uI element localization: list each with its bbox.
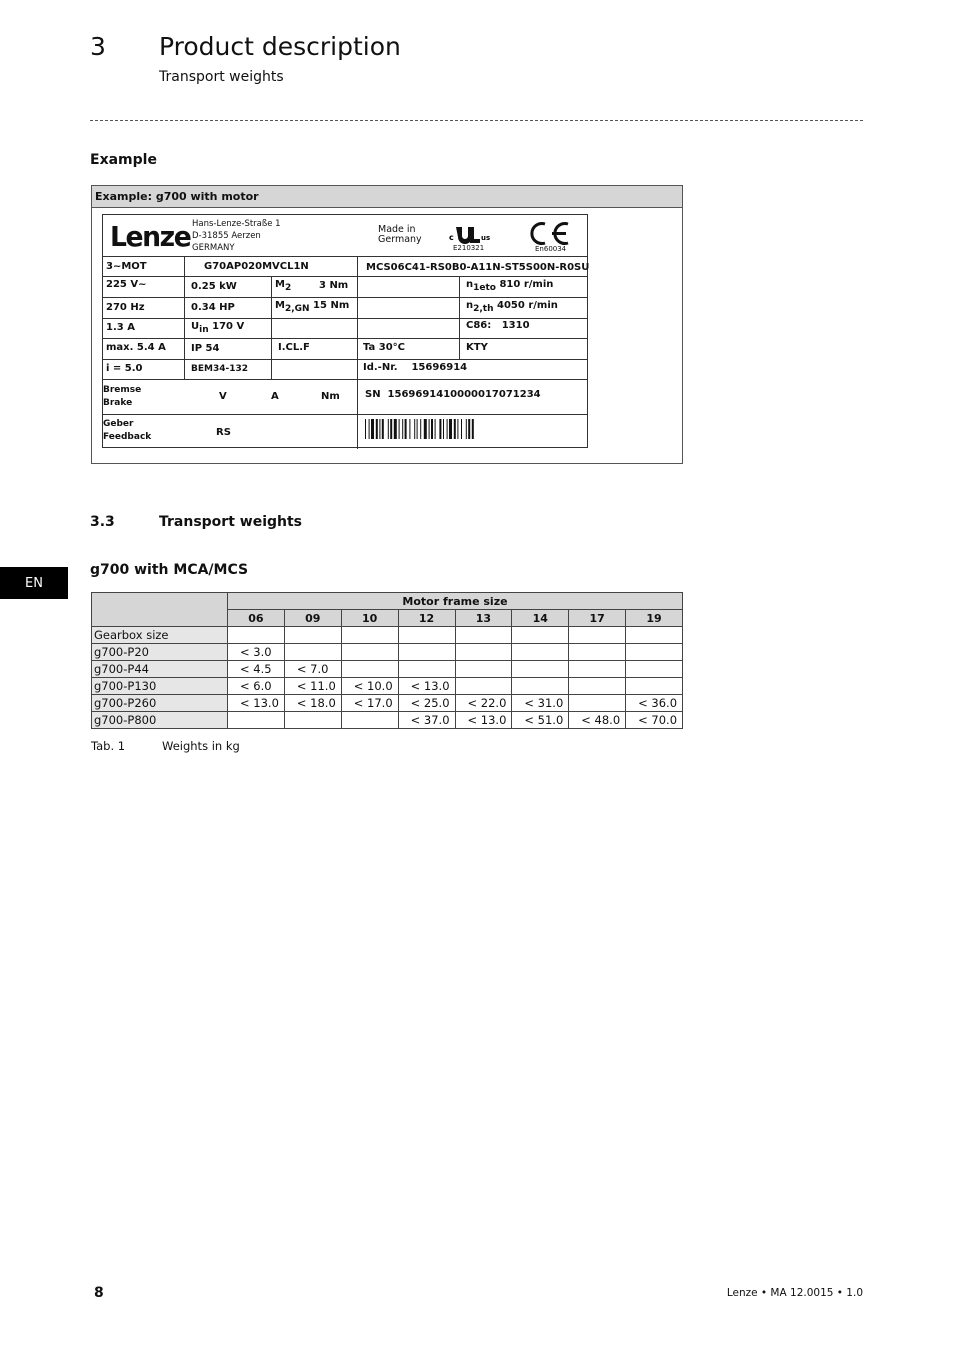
plate-m2-value: 3 Nm [319, 280, 349, 291]
plate-n1-value: 810 r/min [499, 279, 554, 290]
plate-motor-code: MCS06C41-RS0B0-A11N-ST5S00N-R0SU [366, 262, 590, 273]
column-header: 19 [626, 610, 683, 627]
plate-m2gn-label: M [275, 300, 285, 311]
plate-ratio: i = 5.0 [106, 363, 143, 374]
weight-cell [398, 644, 455, 661]
barcode-bar [435, 419, 436, 439]
plate-line [103, 276, 587, 277]
motor-frame-size-header: Motor frame size [228, 593, 683, 610]
barcode-bar [420, 419, 421, 439]
plate-uin-label: U [191, 321, 200, 332]
weight-cell [455, 661, 512, 678]
plate-frequency: 270 Hz [106, 302, 145, 313]
table-caption-text: Weights in kg [162, 739, 240, 753]
plate-c86-label: C86: [466, 320, 492, 331]
weight-cell [512, 661, 569, 678]
address-line: Hans-Lenze-Straße 1 [192, 219, 281, 229]
plate-bem: BEM34-132 [191, 364, 249, 374]
weight-cell [569, 627, 626, 644]
barcode-bar [424, 419, 427, 439]
plate-voltage: 225 V~ [106, 279, 147, 290]
weight-cell [284, 627, 341, 644]
plate-line [184, 256, 185, 297]
weight-cell [284, 644, 341, 661]
table-row [92, 644, 683, 661]
ce-mark-icon [528, 221, 573, 246]
header-divider [90, 120, 863, 121]
barcode-bar [402, 419, 403, 439]
plate-uin [191, 321, 245, 335]
chapter-title: Product description [159, 32, 401, 61]
plate-feedback-line: Feedback [103, 432, 152, 442]
table-row [92, 627, 683, 644]
section-subtitle: Transport weights [159, 69, 284, 85]
barcode-bar [369, 419, 370, 439]
plate-serial-label: SN [365, 389, 381, 400]
weight-cell [455, 627, 512, 644]
table-row [92, 695, 683, 712]
row-label: Gearbox size [92, 627, 228, 644]
plate-line [357, 256, 358, 449]
weight-cell [626, 627, 683, 644]
weight-cell [341, 644, 398, 661]
barcode-bar [454, 419, 456, 439]
plate-line [103, 414, 587, 415]
barcode-bar [461, 419, 462, 439]
plate-c86 [466, 320, 530, 331]
table-body [92, 627, 683, 729]
svg-text:c: c [449, 233, 454, 242]
barcode-bar [443, 419, 444, 439]
barcode-bar [457, 419, 458, 439]
plate-n2 [466, 300, 558, 314]
table-row [92, 712, 683, 729]
weight-cell [398, 661, 455, 678]
plate-brake-label [103, 384, 141, 410]
plate-uin-sub: in [199, 325, 209, 335]
column-header: 09 [284, 610, 341, 627]
plate-feedback-value: RS [216, 427, 231, 438]
column-header: 13 [455, 610, 512, 627]
column-header: 17 [569, 610, 626, 627]
barcode-bar [365, 419, 366, 439]
lenze-logo: Lenze [110, 220, 191, 253]
weight-cell: < 18.0 [284, 695, 341, 712]
weight-cell [455, 678, 512, 695]
plate-m2-label: M [275, 279, 285, 290]
plate-feedback-line: Geber [103, 419, 134, 429]
plate-brake-line: Bremse [103, 385, 142, 395]
plate-power-kw: 0.25 kW [191, 281, 237, 292]
barcode-bar [431, 419, 433, 439]
en-standard-number: En60034 [535, 245, 567, 253]
plate-brake-nm: Nm [321, 391, 340, 402]
weight-cell [569, 695, 626, 712]
weight-cell [341, 661, 398, 678]
weight-cell [512, 627, 569, 644]
column-header: 10 [341, 610, 398, 627]
barcode-bar [390, 419, 392, 439]
weight-cell [626, 661, 683, 678]
row-label: g700-P44 [92, 661, 228, 678]
plate-m2gn-value: 15 Nm [313, 300, 350, 311]
row-label: g700-P20 [92, 644, 228, 661]
weight-cell [398, 627, 455, 644]
svg-text:us: us [481, 234, 491, 242]
chapter-number: 3 [90, 32, 106, 61]
barcode-bar [394, 419, 397, 439]
plate-m2 [275, 279, 292, 293]
weight-cell: < 4.5 [228, 661, 285, 678]
barcode-bar [376, 419, 378, 439]
plate-line [103, 256, 587, 257]
barcode-icon [365, 419, 547, 439]
weight-cell: < 25.0 [398, 695, 455, 712]
example-box [91, 185, 683, 464]
column-header: 06 [228, 610, 285, 627]
plate-line [103, 359, 587, 360]
plate-line [271, 276, 272, 379]
weight-cell: < 51.0 [512, 712, 569, 729]
address-line: GERMANY [192, 243, 235, 253]
ul-number: E210321 [453, 244, 485, 252]
plate-n2-value: 4050 r/min [497, 300, 558, 311]
weight-cell [284, 712, 341, 729]
plate-mot: 3~MOT [106, 261, 147, 272]
row-label: g700-P130 [92, 678, 228, 695]
plate-n1 [466, 279, 554, 293]
plate-n1-label: n [466, 279, 474, 290]
weight-cell: < 31.0 [512, 695, 569, 712]
barcode-bar [399, 419, 400, 439]
weight-cell [228, 712, 285, 729]
weight-cell [512, 644, 569, 661]
plate-kty: KTY [466, 342, 488, 353]
plate-serial-value: 1569691410000017071234 [387, 389, 541, 400]
example-box-title: Example: g700 with motor [92, 186, 682, 208]
plate-ip-rating: IP 54 [191, 343, 220, 354]
barcode-bar [472, 419, 474, 439]
weight-cell: < 10.0 [341, 678, 398, 695]
table-row [92, 678, 683, 695]
section-title: Transport weights [159, 514, 303, 530]
example-heading: Example [90, 152, 157, 168]
plate-c86-value: 1310 [501, 320, 530, 331]
plate-m2gn-sub: 2,GN [284, 304, 310, 314]
plate-ambient: Ta 30°C [363, 342, 406, 353]
document-reference: Lenze • MA 12.0015 • 1.0 [726, 1287, 863, 1299]
plate-uin-value: 170 V [212, 321, 245, 332]
weight-cell [626, 678, 683, 695]
row-label: g700-P260 [92, 695, 228, 712]
plate-brake-v: V [219, 391, 227, 402]
barcode-bar [414, 419, 415, 439]
plate-insulation: I.CL.F [278, 342, 310, 353]
plate-n1-sub: 1eto [473, 283, 496, 293]
plate-id-label: Id.-Nr. [363, 362, 398, 373]
plate-line [103, 379, 587, 380]
barcode-bar [382, 419, 384, 439]
weight-cell: < 36.0 [626, 695, 683, 712]
plate-feedback-label [103, 418, 151, 444]
weight-cell: < 37.0 [398, 712, 455, 729]
plate-n2-label: n [466, 300, 474, 311]
section-number: 3.3 [90, 514, 115, 530]
transport-weights-table [91, 592, 683, 729]
barcode-bar [405, 419, 407, 439]
address-line: D-31855 Aerzen [192, 231, 261, 241]
weight-cell [512, 678, 569, 695]
barcode-bar [429, 419, 430, 439]
weight-cell [228, 627, 285, 644]
weight-cell [455, 644, 512, 661]
weight-cell: < 6.0 [228, 678, 285, 695]
barcode-bar [388, 419, 389, 439]
weight-cell: < 70.0 [626, 712, 683, 729]
weight-cell: < 7.0 [284, 661, 341, 678]
nameplate [102, 214, 588, 448]
address-block [192, 218, 281, 254]
weight-cell: < 3.0 [228, 644, 285, 661]
weight-cell [626, 644, 683, 661]
table-heading: g700 with MCA/MCS [90, 562, 249, 578]
weight-cell: < 17.0 [341, 695, 398, 712]
page-number: 8 [94, 1285, 104, 1301]
table-row [92, 661, 683, 678]
weight-cell: < 11.0 [284, 678, 341, 695]
weight-cell [341, 627, 398, 644]
plate-brake-line: Brake [103, 398, 133, 408]
plate-line [103, 338, 587, 339]
plate-power-hp: 0.34 HP [191, 302, 235, 313]
barcode-bar [468, 419, 470, 439]
made-in-line: Made in [378, 224, 416, 235]
plate-id [363, 362, 467, 373]
weight-cell: < 48.0 [569, 712, 626, 729]
plate-n2-sub: 2,th [473, 304, 494, 314]
row-label: g700-P800 [92, 712, 228, 729]
plate-line [103, 297, 587, 298]
plate-m2gn [275, 300, 350, 314]
plate-line [459, 276, 460, 359]
weight-cell: < 13.0 [398, 678, 455, 695]
table-caption-number: Tab. 1 [91, 739, 126, 753]
plate-id-value: 15696914 [411, 362, 468, 373]
table-corner [92, 593, 228, 627]
plate-current: 1.3 A [106, 322, 135, 333]
plate-brake-a: A [271, 391, 279, 402]
barcode-bar [466, 419, 467, 439]
plate-m2-sub: 2 [284, 283, 292, 293]
barcode-bar [447, 419, 448, 439]
plate-serial [365, 389, 541, 400]
barcode-bar [449, 419, 452, 439]
weight-cell: < 13.0 [455, 712, 512, 729]
weight-cell: < 13.0 [228, 695, 285, 712]
weight-cell [341, 712, 398, 729]
plate-max-current: max. 5.4 A [106, 342, 166, 353]
column-header: 14 [512, 610, 569, 627]
weight-cell [569, 678, 626, 695]
made-in-label [378, 225, 422, 245]
plate-type-code: G70AP020MVCL1N [204, 261, 309, 272]
barcode-bar [371, 419, 374, 439]
weight-cell: < 22.0 [455, 695, 512, 712]
column-header: 12 [398, 610, 455, 627]
plate-line [103, 318, 587, 319]
made-in-line: Germany [378, 234, 422, 245]
barcode-bar [439, 419, 441, 439]
barcode-bar [417, 419, 418, 439]
barcode-bar [379, 419, 380, 439]
barcode-bar [409, 419, 410, 439]
weight-cell [569, 644, 626, 661]
language-tab-en: EN [0, 567, 68, 599]
weight-cell [569, 661, 626, 678]
plate-line [184, 297, 185, 379]
